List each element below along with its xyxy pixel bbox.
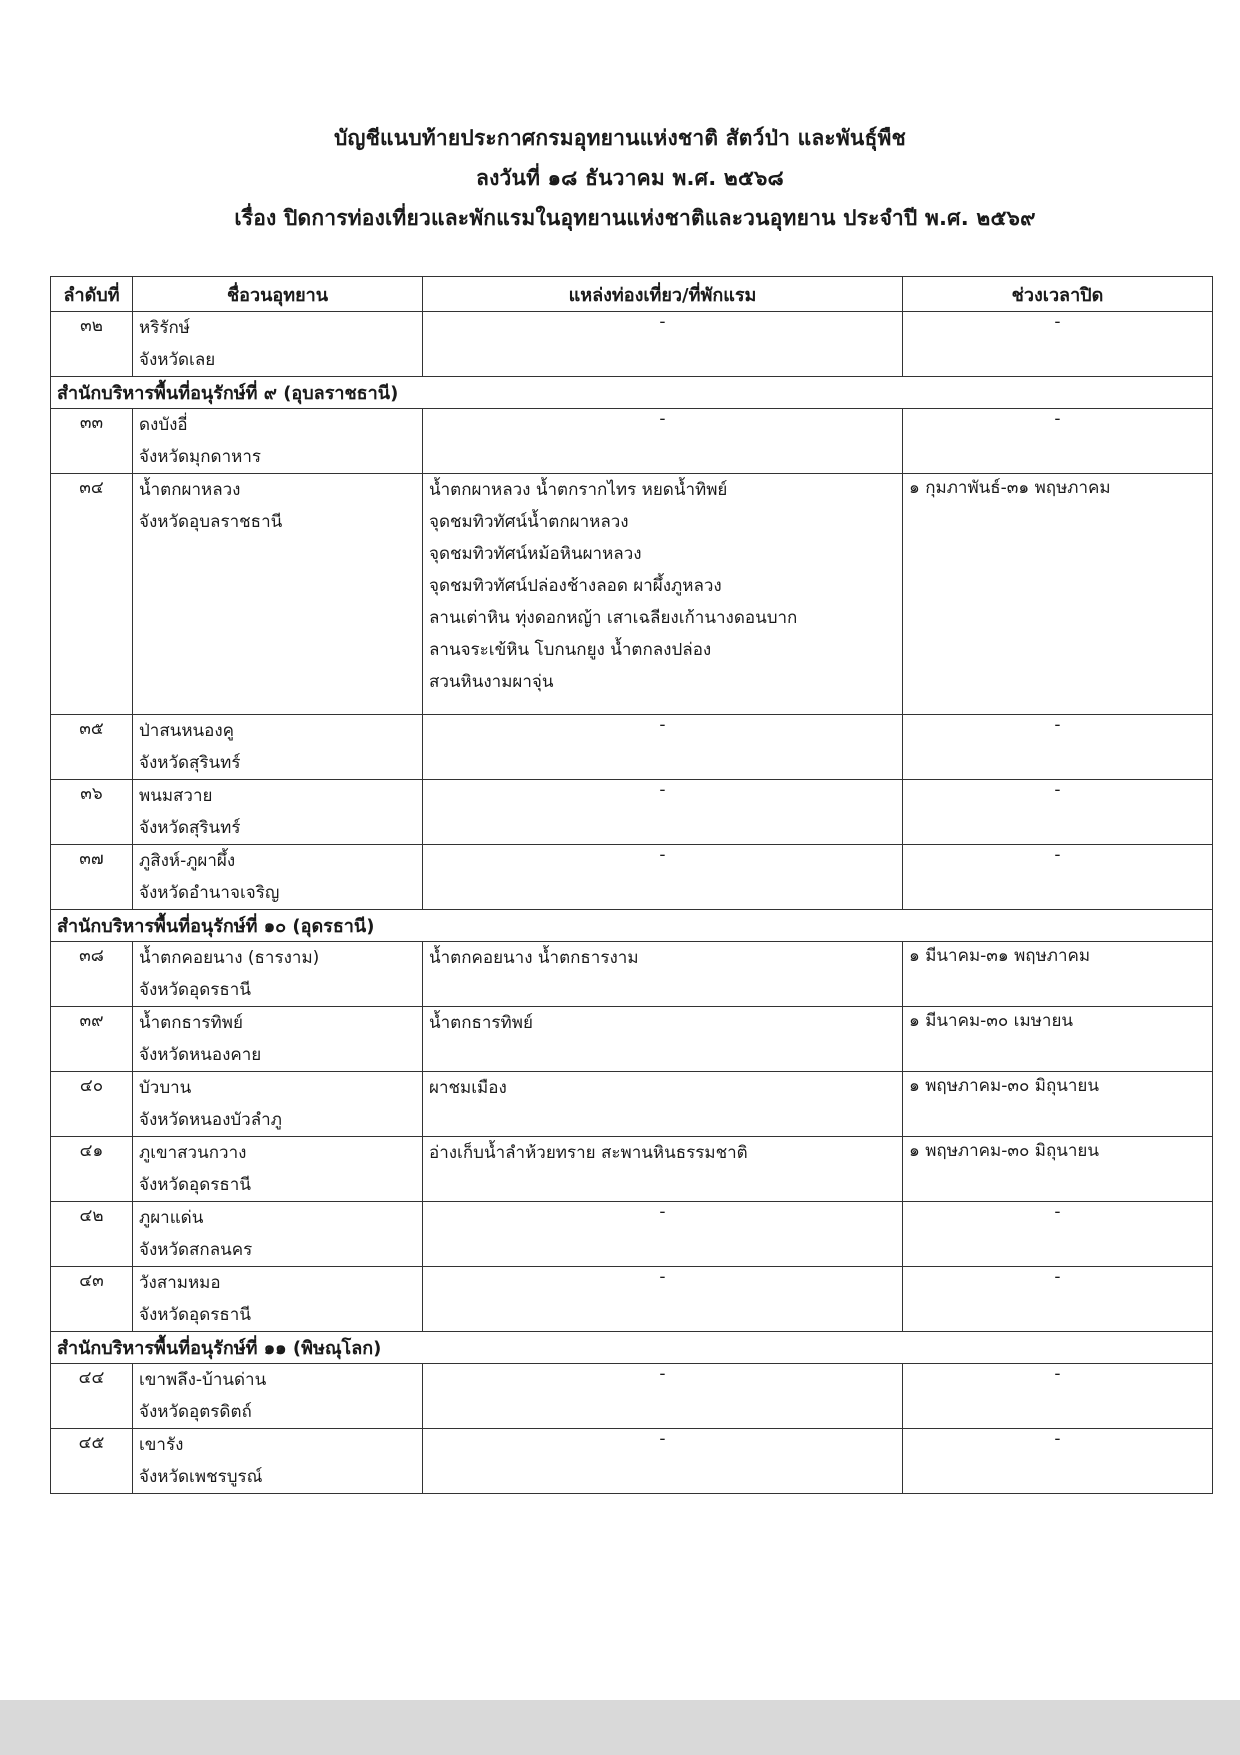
table-row — [51, 1267, 1213, 1332]
closure-period: - — [903, 780, 1213, 845]
park-name-cell — [133, 409, 423, 474]
closure-period: - — [903, 845, 1213, 910]
closure-period: ๑ พฤษภาคม-๓๐ มิถุนายน — [903, 1072, 1213, 1137]
place-item: ผาชมเมือง — [429, 1078, 507, 1098]
park-name: ดงบังอี่ — [139, 415, 188, 435]
park-name: หริรักษ์ — [139, 318, 190, 338]
row-number: ๓๕ — [51, 715, 133, 780]
place-item: น้ำตกผาหลวง น้ำตกรากไทร หยดน้ำทิพย์ — [429, 480, 728, 500]
park-name-cell — [133, 1137, 423, 1202]
places-empty: - — [423, 780, 903, 845]
header-date: ลงวันที่ ๑๘ ธันวาคม พ.ศ. ๒๕๖๘ — [476, 166, 784, 190]
park-name-cell — [133, 474, 423, 715]
scan-bottom-band — [0, 1700, 1240, 1755]
park-name: ภูผาแด่น — [139, 1208, 204, 1228]
closure-period: - — [903, 1202, 1213, 1267]
section-label: สำนักบริหารพื้นที่อนุรักษ์ที่ ๙ (อุบลราชธานี) — [51, 377, 1213, 409]
row-number: ๓๓ — [51, 409, 133, 474]
park-name-cell — [133, 1429, 423, 1494]
places-empty: - — [423, 715, 903, 780]
table-row — [51, 474, 1213, 715]
table-row — [51, 780, 1213, 845]
park-name: พนมสวาย — [139, 786, 213, 806]
header-title: บัญชีแนบท้ายประกาศกรมอุทยานแห่งชาติ สัตว์ป่า และพันธุ์พืช — [333, 126, 906, 150]
park-name-cell — [133, 715, 423, 780]
park-province: จังหวัดอำนาจเจริญ — [139, 883, 280, 903]
closure-period: - — [903, 1429, 1213, 1494]
park-province: จังหวัดสุรินทร์ — [139, 753, 241, 773]
closure-period: - — [903, 312, 1213, 377]
places-cell — [423, 1007, 903, 1072]
park-name-cell — [133, 1007, 423, 1072]
section-row — [51, 910, 1213, 942]
park-name-cell — [133, 780, 423, 845]
place-item: ลานจระเข้หิน โบกนกยูง น้ำตกลงปล่อง — [429, 640, 712, 660]
place-item: จุดชมทิวทัศน์หม้อหินผาหลวง — [429, 544, 642, 564]
row-number: ๓๔ — [51, 474, 133, 715]
section-row — [51, 377, 1213, 409]
table-row — [51, 312, 1213, 377]
table-row — [51, 715, 1213, 780]
places-empty: - — [423, 1267, 903, 1332]
places-cell — [423, 1072, 903, 1137]
row-number: ๓๒ — [51, 312, 133, 377]
park-name-cell — [133, 1202, 423, 1267]
park-province: จังหวัดเพชรบูรณ์ — [139, 1467, 263, 1487]
places-empty: - — [423, 409, 903, 474]
col-header-number: ลำดับที่ — [51, 277, 133, 312]
row-number: ๓๗ — [51, 845, 133, 910]
section-row — [51, 1332, 1213, 1364]
park-name: เขารัง — [139, 1435, 184, 1455]
row-number: ๔๐ — [51, 1072, 133, 1137]
table-row — [51, 409, 1213, 474]
header-subject: เรื่อง ปิดการท่องเที่ยวและพักแรมในอุทยานแห่งชาติและวนอุทยาน ประจำปี พ.ศ. ๒๕๖๙ — [234, 206, 1036, 230]
place-item: จุดชมทิวทัศน์น้ำตกผาหลวง — [429, 512, 629, 532]
place-item: สวนหินงามผาจุ่น — [429, 672, 554, 692]
row-number: ๔๔ — [51, 1364, 133, 1429]
row-number: ๔๓ — [51, 1267, 133, 1332]
park-province: จังหวัดหนองบัวลำภู — [139, 1110, 282, 1130]
place-item: ลานเต่าหิน ทุ่งดอกหญ้า เสาเฉลียงเก้านางดอนบาก — [429, 608, 798, 628]
closure-period: - — [903, 409, 1213, 474]
park-name: น้ำตกผาหลวง — [139, 480, 241, 500]
table-row — [51, 1429, 1213, 1494]
places-cell — [423, 474, 903, 715]
places-empty: - — [423, 1429, 903, 1494]
park-province: จังหวัดอุดรธานี — [139, 1305, 251, 1325]
closure-period: - — [903, 715, 1213, 780]
places-cell — [423, 942, 903, 1007]
closure-period: - — [903, 1364, 1213, 1429]
row-number: ๓๖ — [51, 780, 133, 845]
table-row — [51, 1137, 1213, 1202]
place-item: น้ำตกธารทิพย์ — [429, 1013, 533, 1033]
table-row — [51, 845, 1213, 910]
park-name-cell — [133, 312, 423, 377]
places-empty: - — [423, 312, 903, 377]
park-name: วังสามหมอ — [139, 1273, 221, 1293]
row-number: ๔๑ — [51, 1137, 133, 1202]
park-name: ป่าสนหนองคู — [139, 721, 235, 741]
park-name: น้ำตกธารทิพย์ — [139, 1013, 243, 1033]
col-header-park-name: ชื่อวนอุทยาน — [133, 277, 423, 312]
closure-period: ๑ กุมภาพันธ์-๓๑ พฤษภาคม — [903, 474, 1213, 715]
park-name-cell — [133, 1267, 423, 1332]
park-province: จังหวัดอุดรธานี — [139, 1175, 251, 1195]
park-name: น้ำตกคอยนาง (ธารงาม) — [139, 948, 320, 968]
park-name: ภูสิงห์-ภูผาผึ้ง — [139, 851, 236, 871]
closure-period: ๑ มีนาคม-๓๑ พฤษภาคม — [903, 942, 1213, 1007]
row-number: ๔๒ — [51, 1202, 133, 1267]
table-header-row — [51, 277, 1213, 312]
table-row — [51, 1072, 1213, 1137]
place-item: อ่างเก็บน้ำลำห้วยทราย สะพานหินธรรมชาติ — [429, 1143, 748, 1163]
table-body — [51, 312, 1213, 1494]
places-cell — [423, 1137, 903, 1202]
park-name: เขาพลึง-บ้านด่าน — [139, 1370, 267, 1390]
row-number: ๓๘ — [51, 942, 133, 1007]
row-number: ๔๕ — [51, 1429, 133, 1494]
table-row — [51, 1202, 1213, 1267]
park-name: ภูเขาสวนกวาง — [139, 1143, 247, 1163]
closure-period: ๑ พฤษภาคม-๓๐ มิถุนายน — [903, 1137, 1213, 1202]
park-name-cell — [133, 1364, 423, 1429]
park-province: จังหวัดสุรินทร์ — [139, 818, 241, 838]
park-name-cell — [133, 845, 423, 910]
table-row — [51, 1364, 1213, 1429]
park-province: จังหวัดสกลนคร — [139, 1240, 253, 1260]
table-row — [51, 1007, 1213, 1072]
park-province: จังหวัดหนองคาย — [139, 1045, 262, 1065]
places-empty: - — [423, 1202, 903, 1267]
park-name-cell — [133, 942, 423, 1007]
places-empty: - — [423, 1364, 903, 1429]
park-province: จังหวัดอุตรดิตถ์ — [139, 1402, 252, 1422]
document-header — [0, 118, 1240, 238]
section-label: สำนักบริหารพื้นที่อนุรักษ์ที่ ๑๐ (อุดรธานี) — [51, 910, 1213, 942]
place-item: น้ำตกคอยนาง น้ำตกธารงาม — [429, 948, 639, 968]
section-label: สำนักบริหารพื้นที่อนุรักษ์ที่ ๑๑ (พิษณุโลก) — [51, 1332, 1213, 1364]
park-province: จังหวัดอุบลราชธานี — [139, 512, 283, 532]
closure-period: - — [903, 1267, 1213, 1332]
col-header-period: ช่วงเวลาปิด — [903, 277, 1213, 312]
row-number: ๓๙ — [51, 1007, 133, 1072]
places-empty: - — [423, 845, 903, 910]
park-province: จังหวัดอุดรธานี — [139, 980, 251, 1000]
table-row — [51, 942, 1213, 1007]
park-province: จังหวัดเลย — [139, 350, 216, 370]
closure-table — [50, 276, 1213, 1494]
park-province: จังหวัดมุกดาหาร — [139, 447, 262, 467]
park-name-cell — [133, 1072, 423, 1137]
park-name: บัวบาน — [139, 1078, 192, 1098]
closure-period: ๑ มีนาคม-๓๐ เมษายน — [903, 1007, 1213, 1072]
col-header-places: แหล่งท่องเที่ยว/ที่พักแรม — [423, 277, 903, 312]
place-item: จุดชมทิวทัศน์ปล่องช้างลอด ผาผึ้งภูหลวง — [429, 576, 722, 596]
